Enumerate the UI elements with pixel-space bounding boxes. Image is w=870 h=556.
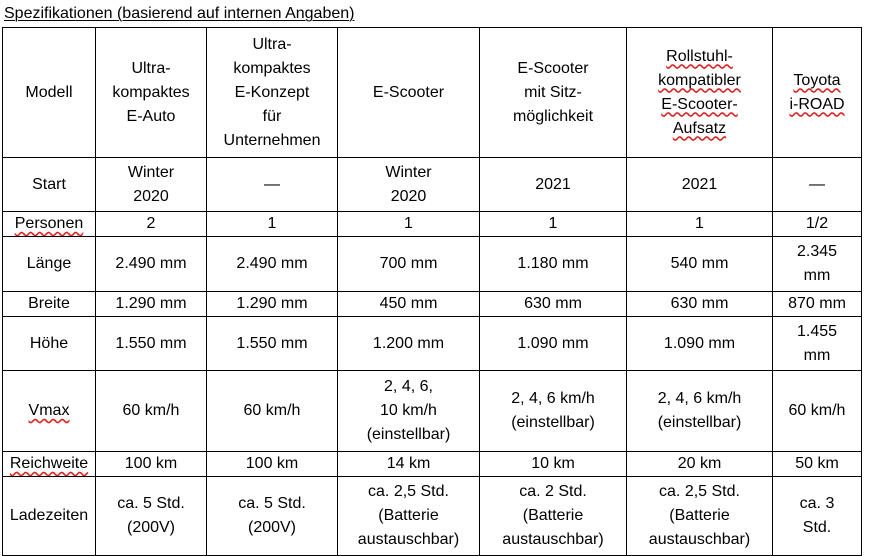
row-label: Höhe <box>3 317 96 371</box>
row-personen <box>3 212 862 237</box>
row-label <box>3 371 96 452</box>
table-cell: 1.550 mm <box>96 317 207 371</box>
table-cell: — <box>773 158 862 212</box>
model-business-concept: Ultra- kompaktes E-Konzept für Unternehmen <box>207 28 338 158</box>
table-cell: 1.550 mm <box>207 317 338 371</box>
table-cell: Winter 2020 <box>96 158 207 212</box>
model-wheelchair-attachment-text: Rollstuhl- kompatibler E-Scooter- Aufsatz <box>658 47 741 137</box>
table-cell: 630 mm <box>627 292 773 317</box>
table-cell: ca. 2 Std. (Batterie austauschbar) <box>480 477 627 556</box>
row-vmax <box>3 371 862 452</box>
table-cell: Winter 2020 <box>338 158 480 212</box>
table-cell: ca. 2,5 Std. (Batterie austauschbar) <box>627 477 773 556</box>
row-label: Länge <box>3 237 96 292</box>
table-cell: 1 <box>207 212 338 237</box>
table-cell: 1.090 mm <box>480 317 627 371</box>
table-cell: 1.455 mm <box>773 317 862 371</box>
row-laenge <box>3 237 862 292</box>
row-ladezeiten <box>3 477 862 556</box>
table-cell: 700 mm <box>338 237 480 292</box>
header-row <box>3 28 862 158</box>
table-cell: 100 km <box>207 452 338 477</box>
table-cell: 20 km <box>627 452 773 477</box>
row-label <box>3 212 96 237</box>
model-wheelchair-attachment <box>627 28 773 158</box>
table-cell: 2021 <box>627 158 773 212</box>
specification-table <box>2 27 862 556</box>
table-cell: 60 km/h <box>773 371 862 452</box>
table-cell: 60 km/h <box>207 371 338 452</box>
row-label-text: Reichweite <box>9 455 89 472</box>
table-cell: 2021 <box>480 158 627 212</box>
model-seated-e-scooter: E-Scooter mit Sitz- möglichkeit <box>480 28 627 158</box>
row-hoehe <box>3 317 862 371</box>
table-cell: ca. 2,5 Std. (Batterie austauschbar) <box>338 477 480 556</box>
table-cell: 1.200 mm <box>338 317 480 371</box>
row-label: Breite <box>3 292 96 317</box>
table-cell: 1 <box>480 212 627 237</box>
table-cell: 14 km <box>338 452 480 477</box>
table-cell: 2, 4, 6, 10 km/h (einstellbar) <box>338 371 480 452</box>
model-toyota-i-road <box>773 28 862 158</box>
row-breite <box>3 292 862 317</box>
table-caption: Spezifikationen (basierend auf internen Angaben) <box>4 5 355 22</box>
table-cell: 1 <box>338 212 480 237</box>
table-cell: 1.090 mm <box>627 317 773 371</box>
table-cell: 1 <box>627 212 773 237</box>
table-cell: 2 <box>96 212 207 237</box>
table-cell: 1/2 <box>773 212 862 237</box>
table-cell: 1.180 mm <box>480 237 627 292</box>
table-cell: 100 km <box>96 452 207 477</box>
row-label-text: Personen <box>14 215 84 232</box>
table-cell: 540 mm <box>627 237 773 292</box>
table-cell: 2.345 mm <box>773 237 862 292</box>
table-cell: ca. 5 Std. (200V) <box>96 477 207 556</box>
table-cell: 2.490 mm <box>207 237 338 292</box>
table-cell: 2, 4, 6 km/h (einstellbar) <box>480 371 627 452</box>
table-cell: 2.490 mm <box>96 237 207 292</box>
table-cell: ca. 5 Std. (200V) <box>207 477 338 556</box>
table-cell: 10 km <box>480 452 627 477</box>
table-cell: 60 km/h <box>96 371 207 452</box>
row-label-text: Vmax <box>28 402 70 419</box>
row-start <box>3 158 862 212</box>
model-toyota-i-road-text: Toyota i-ROAD <box>789 71 845 113</box>
row-reichweite <box>3 452 862 477</box>
model-ultra-compact-ev: Ultra- kompaktes E-Auto <box>96 28 207 158</box>
table-cell: 2, 4, 6 km/h (einstellbar) <box>627 371 773 452</box>
table-cell: 1.290 mm <box>96 292 207 317</box>
table-cell: 50 km <box>773 452 862 477</box>
table-cell: — <box>207 158 338 212</box>
row-label: Ladezeiten <box>3 477 96 556</box>
table-cell: ca. 3 Std. <box>773 477 862 556</box>
row-label <box>3 452 96 477</box>
table-cell: 450 mm <box>338 292 480 317</box>
table-cell: 870 mm <box>773 292 862 317</box>
table-cell: 630 mm <box>480 292 627 317</box>
header-model-label: Modell <box>3 28 96 158</box>
model-e-scooter: E-Scooter <box>338 28 480 158</box>
row-label: Start <box>3 158 96 212</box>
table-cell: 1.290 mm <box>207 292 338 317</box>
